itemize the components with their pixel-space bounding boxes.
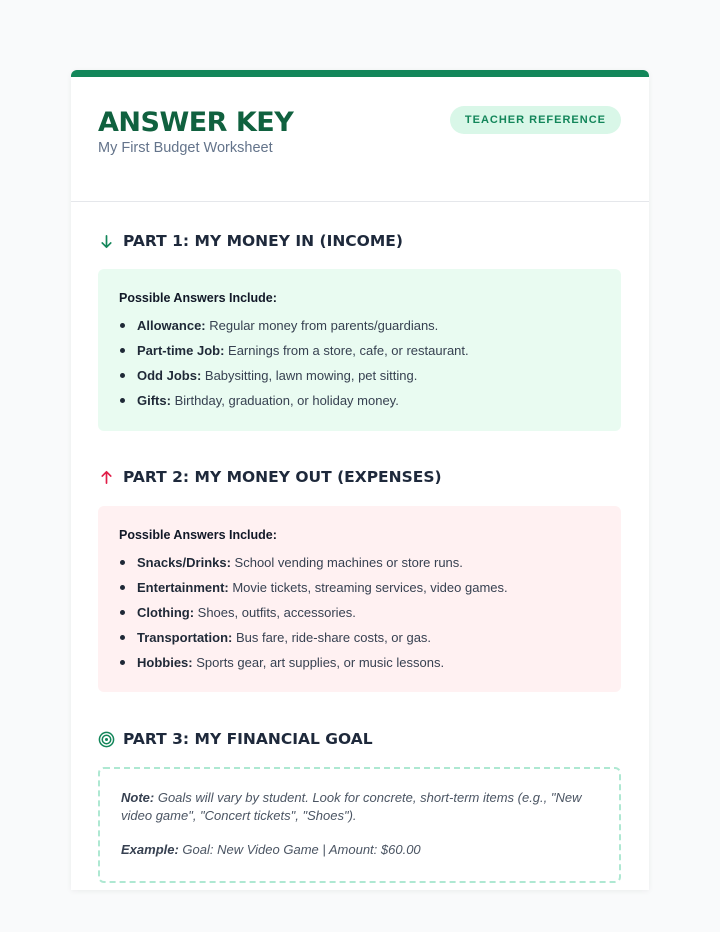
part2-title: PART 2: MY MONEY OUT (EXPENSES) [123,468,442,486]
page-title: ANSWER KEY [98,107,294,138]
income-list [119,317,600,417]
expense-list [119,554,600,679]
part1-title: PART 1: MY MONEY IN (INCOME) [123,232,403,250]
goal-note: Note: Goals will vary by student. Look for concrete, short-term items (e.g., "New video game", "Concert tickets", "Shoes"). [121,790,582,823]
list-item: Allowance: Regular money from parents/guardians. [119,317,600,342]
income-box-heading: Possible Answers Include: [119,291,277,305]
card-header [71,77,649,202]
arrow-down-icon [98,233,115,250]
expense-box-heading: Possible Answers Include: [119,528,277,542]
page-subtitle: My First Budget Worksheet [98,140,273,156]
list-item: Hobbies: Sports gear, art supplies, or music lessons. [119,654,600,679]
list-item: Gifts: Birthday, graduation, or holiday money. [119,392,600,417]
list-item: Snacks/Drinks: School vending machines or store runs. [119,554,600,579]
part1-heading [98,232,403,250]
income-answers-box [98,269,621,431]
target-icon [98,731,115,748]
list-item: Part-time Job: Earnings from a store, cafe, or restaurant. [119,342,600,367]
list-item: Clothing: Shoes, outfits, accessories. [119,604,600,629]
goal-example: Example: Goal: New Video Game | Amount: $60.00 [121,842,421,857]
part3-title: PART 3: MY FINANCIAL GOAL [123,730,373,748]
list-item: Odd Jobs: Babysitting, lawn mowing, pet sitting. [119,367,600,392]
arrow-up-icon [98,469,115,486]
teacher-reference-badge: TEACHER REFERENCE [450,106,621,134]
answer-key-card [71,70,649,890]
list-item: Transportation: Bus fare, ride-share costs, or gas. [119,629,600,654]
part3-heading [98,730,373,748]
goal-note-box [98,767,621,883]
list-item: Entertainment: Movie tickets, streaming services, video games. [119,579,600,604]
expense-answers-box [98,506,621,692]
part2-heading [98,468,442,486]
